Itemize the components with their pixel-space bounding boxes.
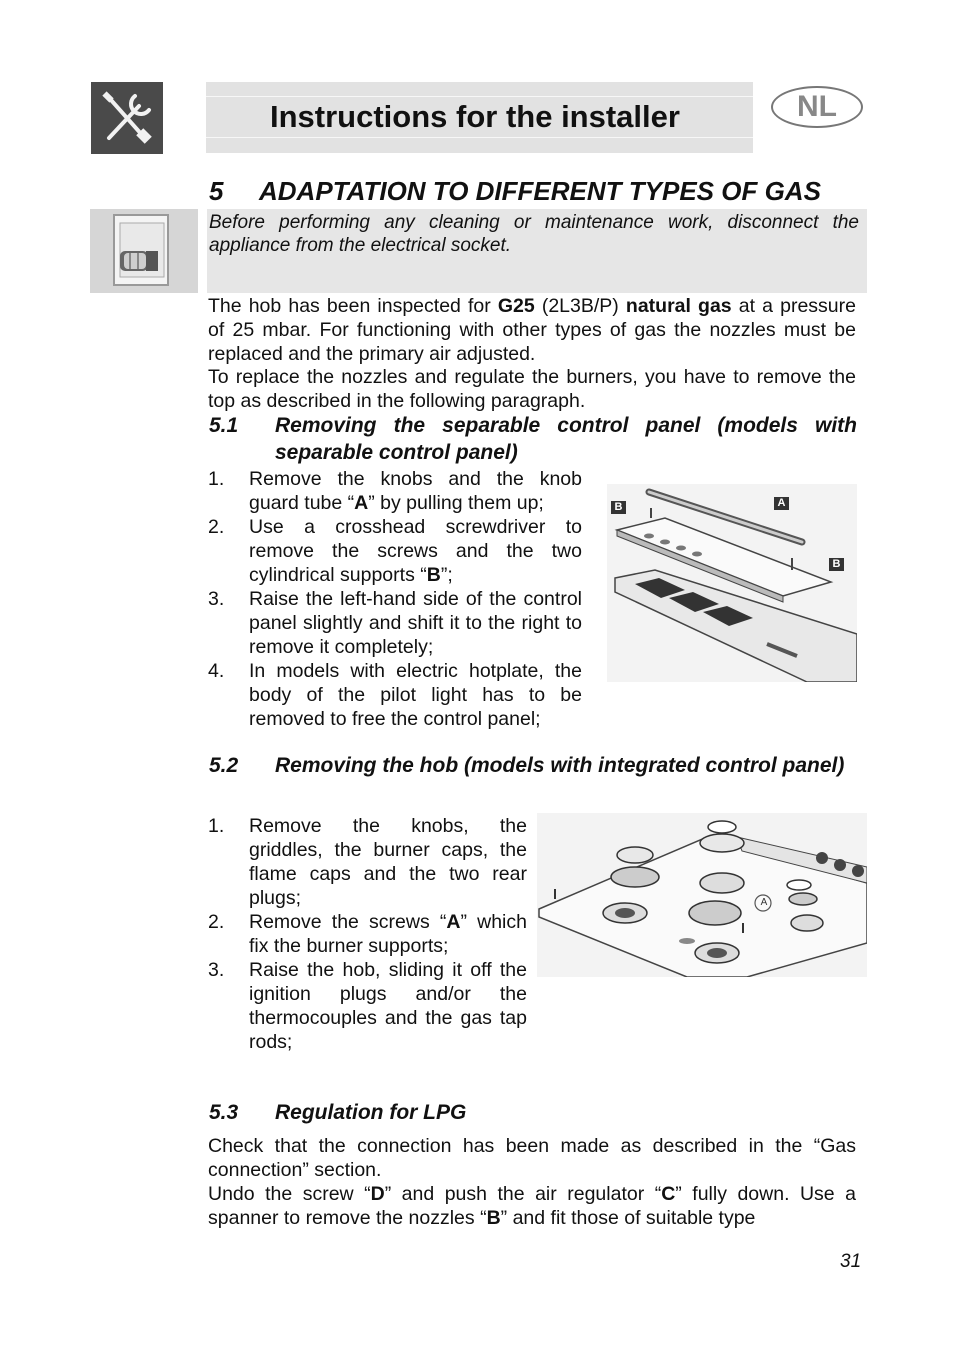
intro-text: at a pressure of 25 mbar. For functioning with other types of gas the nozzles must be replaced and the primary air adjusted. [208, 295, 856, 365]
intro-paragraph [208, 294, 856, 366]
subsection-heading-5-3 [209, 1099, 857, 1126]
section-number: 5 [209, 176, 224, 206]
figure-label-a: A [774, 497, 789, 510]
list-item [208, 659, 582, 731]
item-text: ” which fix the burner supports; [249, 911, 527, 957]
item-text: Remove the knobs and the knob guard tube “ [249, 468, 582, 514]
gas-code: G25 [497, 295, 535, 317]
section-title: ADAPTATION TO DIFFERENT TYPES OF GAS [259, 176, 821, 206]
gas-type: natural gas [625, 295, 732, 317]
lpg-text: ” and fit those of suitable type [500, 1207, 756, 1229]
subsection-number: 5.3 [209, 1101, 239, 1124]
figure-label-b: B [611, 501, 626, 514]
list-item [208, 814, 527, 910]
item-text: Raise the left-hand side of the control panel slightly and shift it to the right to remove it completely; [249, 588, 582, 658]
language-badge: NL [771, 86, 863, 128]
intro-text: (2L3B/P) [534, 295, 626, 317]
item-ref: B [486, 1207, 501, 1229]
subsection-title: Removing the separable control panel (models with separable control panel) [275, 414, 857, 464]
subsection-title: Regulation for LPG [275, 1101, 467, 1124]
item-ref: A [446, 911, 461, 933]
item-text: Use a crosshead screwdriver to remove the screws and the two cylindrical supports “ [249, 516, 582, 586]
item-number: 1. [208, 815, 225, 837]
item-ref: B [426, 564, 441, 586]
lpg-paragraph-1: Check that the connection has been made as described in the “Gas connection” section. [208, 1135, 856, 1181]
installer-tools-icon [91, 82, 163, 154]
steps-list-5-2 [208, 814, 527, 1054]
item-text: ” by pulling them up; [368, 492, 544, 514]
item-ref: C [661, 1183, 676, 1205]
item-number: 4. [208, 660, 225, 682]
warning-text: Before performing any cleaning or maintenance work, disconnect the appliance from the electrical socket. [209, 212, 859, 256]
item-number: 2. [208, 516, 225, 538]
item-number: 1. [208, 468, 225, 490]
lpg-paragraph-2 [208, 1182, 856, 1230]
lpg-text: ” and push the air regulator “ [384, 1183, 662, 1205]
item-ref: D [370, 1183, 385, 1205]
list-item [208, 515, 582, 587]
list-item [208, 958, 527, 1054]
hob-figure [537, 813, 867, 977]
electrical-socket-icon [90, 209, 198, 293]
item-text: Remove the knobs, the griddles, the burner caps, the flame caps and the two rear plugs; [249, 815, 527, 909]
subsection-heading-5-2 [209, 752, 857, 779]
figure-label-a: A [760, 897, 768, 908]
section-heading [209, 176, 821, 207]
item-text: In models with electric hotplate, the body of the pilot light has to be removed to free the control panel; [249, 660, 582, 730]
steps-list-5-1 [208, 467, 582, 731]
subsection-number: 5.1 [209, 414, 239, 437]
header-title-bar [206, 82, 753, 153]
list-item [208, 467, 582, 515]
subsection-number: 5.2 [209, 754, 239, 777]
item-text: Raise the hob, sliding it off the ignition plugs and/or the thermocouples and the gas tap rods; [249, 959, 527, 1053]
subsection-heading-5-1 [209, 412, 857, 466]
item-text: ”; [440, 564, 453, 586]
item-text: Remove the screws “ [249, 911, 447, 933]
list-item [208, 910, 527, 958]
item-number: 2. [208, 911, 225, 933]
item-number: 3. [208, 959, 225, 981]
figure-label-b: B [829, 558, 844, 571]
item-number: 3. [208, 588, 225, 610]
lpg-text: ” fully down. Use a spanner to remove the nozzles “ [208, 1183, 856, 1229]
warning-box [207, 209, 867, 293]
control-panel-figure [607, 484, 857, 682]
item-ref: A [354, 492, 369, 514]
page-title: Instructions for the installer [270, 99, 680, 134]
page-number: 31 [840, 1251, 862, 1272]
list-item [208, 587, 582, 659]
lpg-text: Undo the screw “ [208, 1183, 371, 1205]
intro-paragraph-2: To replace the nozzles and regulate the burners, you have to remove the top as described in the following paragraph. [208, 366, 856, 412]
intro-text: The hob has been inspected for [208, 295, 498, 317]
subsection-title: Removing the hob (models with integrated control panel) [275, 754, 845, 777]
